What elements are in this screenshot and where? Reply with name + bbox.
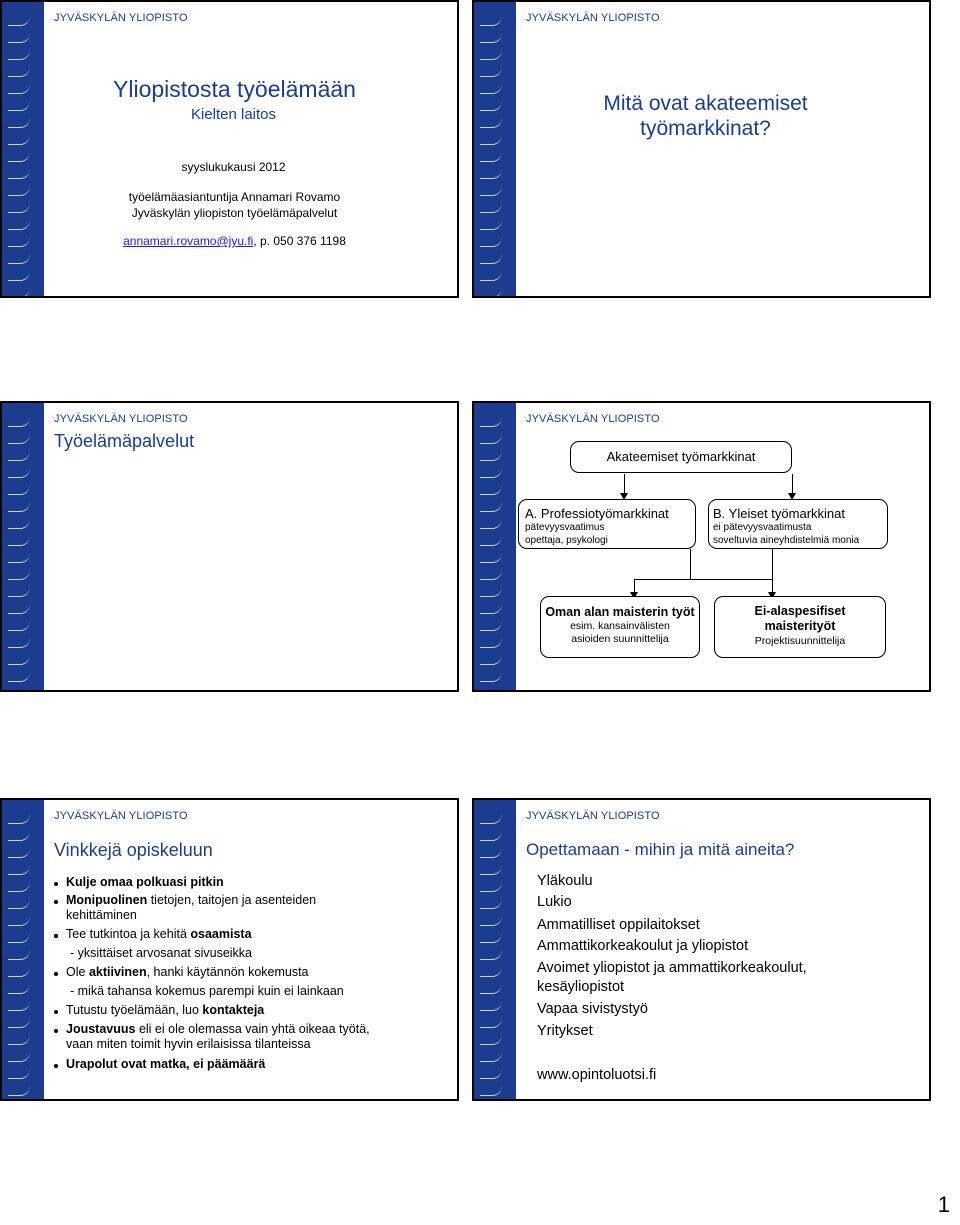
stripe-mark: [8, 220, 30, 230]
term-text: syyslukukausi 2012: [181, 160, 286, 174]
stripe-mark: [480, 186, 502, 196]
slide-stripe: [474, 2, 516, 296]
stripe-mark: [480, 587, 502, 597]
slide-4: [472, 401, 931, 692]
box-text: esim. kansainvälisten: [570, 620, 670, 632]
stripe-mark: [480, 50, 502, 60]
slide-header: JYVÄSKYLÄN YLIOPISTO: [54, 810, 188, 822]
stripe-mark: [480, 536, 502, 546]
box-text: pätevyysvaatimus: [525, 522, 605, 533]
slide-title: Opettamaan - mihin ja mitä aineita?: [526, 840, 795, 859]
stripe-mark: [8, 672, 30, 682]
stripe-mark: [480, 451, 502, 461]
slide-header: JYVÄSKYLÄN YLIOPISTO: [54, 413, 188, 425]
connector: [772, 549, 773, 579]
stripe-mark: [8, 621, 30, 631]
stripe-mark: [8, 271, 30, 281]
stripe-mark: [8, 553, 30, 563]
organization: Jyväskylän yliopiston työelämäpalvelut: [131, 206, 338, 220]
box-text: ei pätevyysvaatimusta: [713, 522, 812, 533]
slide-stripe: [474, 403, 516, 690]
teaching-places-list: [0, 798, 931, 1101]
general-market-box: [708, 499, 888, 549]
slide-stripe: [2, 2, 44, 296]
text: eli ei ole olemassa vain yhtä oikeaa työtä,: [135, 1022, 370, 1036]
tip-item: Kulje omaa polkuasi pitkin: [66, 875, 224, 889]
stripe-mark: [8, 519, 30, 529]
stripe-mark: [8, 587, 30, 597]
stripe-mark: [480, 502, 502, 512]
slide-header: JYVÄSKYLÄN YLIOPISTO: [526, 413, 660, 425]
stripe-mark: [480, 254, 502, 264]
slide-title: Yliopistosta työelämään: [113, 76, 356, 102]
box-title: Oman alan maisterin työt: [545, 605, 695, 619]
box-text: soveltuvia aineyhdistelmiä monia: [713, 535, 860, 546]
stripe-mark: [480, 434, 502, 444]
person-name: työelämäasiantuntija Annamari Rovamo: [128, 190, 341, 204]
slide-stripe: [2, 403, 44, 690]
stripe-mark: [8, 50, 30, 60]
slide-subtitle: Kielten laitos: [190, 106, 277, 123]
stripe-mark: [8, 288, 30, 296]
emphasis: osaamista: [190, 927, 252, 941]
slide-title: Työelämäpalvelut: [54, 431, 195, 451]
stripe-mark: [480, 570, 502, 580]
non-specific-master-jobs-box: [714, 596, 886, 658]
list-item: Lukio: [537, 894, 572, 910]
stripe-mark: [480, 33, 502, 43]
slide-header: JYVÄSKYLÄN YLIOPISTO: [54, 12, 188, 24]
list-item: Ammattikorkeakoulut ja yliopistot: [537, 938, 749, 954]
stripe-mark: [480, 519, 502, 529]
stripe-mark: [480, 485, 502, 495]
list-item: Vapaa sivistystyö: [537, 1001, 648, 1017]
arrow-down: [634, 579, 635, 593]
stripe-mark: [480, 468, 502, 478]
arrow-down: [792, 474, 793, 494]
list-item: Yläkoulu: [537, 873, 593, 889]
slide-header: JYVÄSKYLÄN YLIOPISTO: [526, 12, 660, 24]
slide-header: JYVÄSKYLÄN YLIOPISTO: [526, 810, 660, 822]
slide-2: [472, 0, 931, 298]
text: Tutustu työelämään, luo: [66, 1003, 203, 1017]
stripe-mark: [8, 33, 30, 43]
stripe-mark: [480, 67, 502, 77]
email-link[interactable]: annamari.rovamo@jyu.fi: [123, 234, 254, 248]
arrow-down: [624, 474, 625, 494]
slide-title-line-2: työmarkkinat?: [640, 117, 771, 140]
box-title: Akateemiset työmarkkinat: [606, 449, 756, 464]
stripe-mark: [480, 655, 502, 665]
connector: [690, 549, 691, 579]
box-title: Ei-alaspesifiset: [754, 604, 846, 618]
stripe-mark: [480, 152, 502, 162]
stripe-mark: [480, 169, 502, 179]
text: tietojen, taitojen ja asenteiden: [147, 893, 317, 907]
professional-market-box: [518, 499, 696, 549]
stripe-mark: [8, 417, 30, 427]
stripe-mark: [480, 604, 502, 614]
stripe-mark: [8, 570, 30, 580]
stripe-mark: [480, 203, 502, 213]
stripe-mark: [480, 288, 502, 296]
stripe-mark: [480, 672, 502, 682]
slide-3: [0, 401, 459, 692]
stripe-mark: [8, 254, 30, 264]
emphasis: kontakteja: [202, 1003, 265, 1017]
tip-item: Urapolut ovat matka, ei päämäärä: [66, 1057, 266, 1071]
list-item: Avoimet yliopistot ja ammattikorkeakoulut,: [537, 960, 807, 976]
arrow-down: [772, 579, 773, 593]
box-text: asioiden suunnittelija: [571, 633, 669, 645]
phone-text: , p. 050 376 1198: [253, 234, 346, 248]
box-text: Projektisuunnittelija: [754, 635, 846, 647]
academic-labor-market-box: [570, 441, 792, 473]
stripe-mark: [8, 655, 30, 665]
stripe-mark: [8, 485, 30, 495]
emphasis: Joustavuus: [66, 1022, 136, 1036]
slide-title-line-1: Mitä ovat akateemiset: [603, 92, 808, 115]
list-item: Ammatilliset oppilaitokset: [537, 917, 700, 933]
stripe-mark: [8, 135, 30, 145]
stripe-mark: [8, 451, 30, 461]
stripe-mark: [8, 638, 30, 648]
contact-line: [2, 234, 457, 248]
page-number: 1: [937, 1192, 950, 1217]
stripe-mark: [480, 621, 502, 631]
stripe-mark: [8, 468, 30, 478]
sub-item: - yksittäiset arvosanat sivuseikka: [70, 946, 253, 960]
stripe-mark: [480, 220, 502, 230]
text: kehittäminen: [66, 908, 137, 922]
stripe-mark: [480, 16, 502, 26]
stripe-mark: [480, 638, 502, 648]
stripe-mark: [480, 553, 502, 563]
emphasis: Monipuolinen: [66, 893, 148, 907]
stripe-mark: [8, 604, 30, 614]
stripe-mark: [8, 502, 30, 512]
list-item: Yritykset: [537, 1023, 593, 1039]
stripe-mark: [480, 417, 502, 427]
box-title: maisterityöt: [764, 619, 836, 633]
stripe-mark: [480, 271, 502, 281]
list-item: kesäyliopistot: [537, 979, 625, 995]
box-title: B. Yleiset työmarkkinat: [713, 506, 845, 521]
text: vaan miten toimit hyvin erilaisissa tilanteissa: [66, 1037, 311, 1051]
slide-title: Vinkkejä opiskeluun: [54, 840, 213, 860]
stripe-mark: [8, 16, 30, 26]
connector: [634, 579, 772, 580]
text: Tee tutkintoa ja kehitä: [66, 927, 191, 941]
field-master-jobs-box: [540, 596, 700, 658]
emphasis: aktiivinen: [88, 965, 147, 979]
website-link[interactable]: www.opintoluotsi.fi: [537, 1067, 657, 1083]
box-title: A. Professiotyömarkkinat: [525, 506, 669, 521]
sub-item: - mikä tahansa kokemus parempi kuin ei lainkaan: [70, 984, 344, 998]
box-text: opettaja, psykologi: [525, 535, 608, 546]
stripe-mark: [8, 434, 30, 444]
text: Ole: [66, 965, 89, 979]
slide-1: [0, 0, 459, 298]
stripe-mark: [480, 237, 502, 247]
stripe-mark: [8, 536, 30, 546]
text: , hanki käytännön kokemusta: [146, 965, 309, 979]
